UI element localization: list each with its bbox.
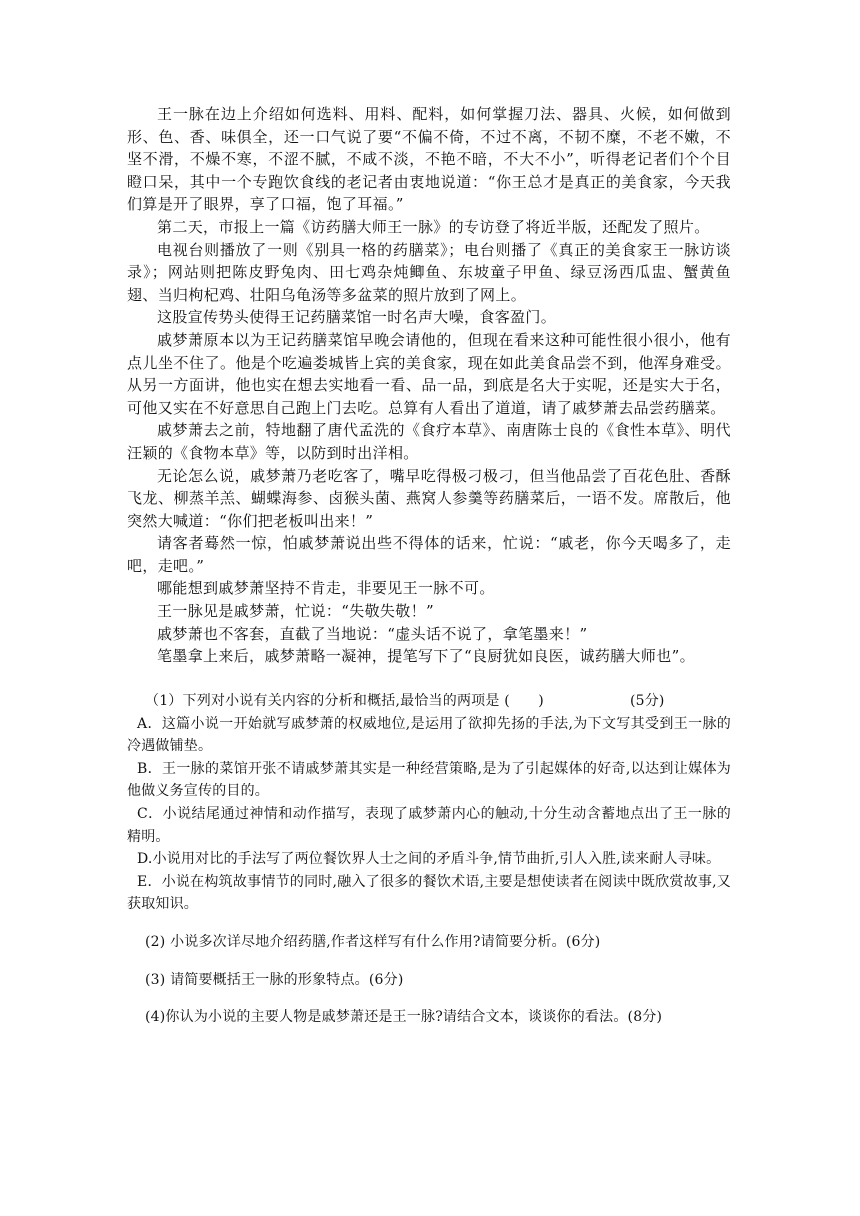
story-paragraph: 戚梦萧原本以为王记药膳菜馆早晚会请他的，但现在看来这种可能性很小很小，他有点儿坐不住了。他是个吃遍娄城皆上宾的美食家，现在如此美食品尝不到，他浑身难受。从另一方面讲，他也实在想去实地看一看、品一品，到底是名大于实呢，还是实大于名，可他又实在不好意思自己跑上门去吃。总算有人看出了道道，请了戚梦萧去品尝药膳菜。 [127, 330, 731, 417]
story-paragraph: 王一脉在边上介绍如何选料、用料、配料，如何掌握刀法、器具、火候，如何做到形、色、香、味俱全，还一口气说了要“不偏不倚，不过不离，不韧不糜，不老不嫩，不坚不滑，不燥不寒，不涩不腻，不咸不淡，不艳不暗，不大不小”，听得老记者们个个目瞪口呆，其中一个专跑饮食线的老记者由衷地说道：“你王总才是真正的美食家，今天我们算是开了眼界，享了口福，饱了耳福。” [127, 105, 731, 214]
story-paragraph: 这股宣传势头使得王记药膳菜馆一时名声大噪，食客盈门。 [157, 308, 557, 327]
option-b: B．王一脉的菜馆开张不请戚梦萧其实是一种经营策略,是为了引起媒体的好奇,以达到让媒体为他做义务宣传的目的。 [127, 760, 731, 800]
story-paragraph: 无论怎么说，戚梦萧乃老吃客了，嘴早吃得极刁极刁，但当他品尝了百花色肚、香酥飞龙、柳蒸羊羔、蝴蝶海参、卤猴头菌、燕窝人参羹等药膳菜后，一语不发。席散后，他突然大喊道：“你们把老板叫出来！” [127, 466, 731, 530]
story-paragraph: 第二天，市报上一篇《访药膳大师王一脉》的专访登了将近半版，还配发了照片。 [157, 217, 710, 236]
story-paragraph: 哪能想到戚梦萧坚持不肯走，非要见王一脉不可。 [157, 579, 495, 598]
option-d: D.小说用对比的手法写了两位餐饮界人士之间的矛盾斗争,情节曲折,引人入胜,读来耐人寻味。 [137, 851, 721, 868]
story-paragraph: 戚梦萧去之前，特地翻了唐代孟洗的《食疗本草》、南唐陈士良的《食性本草》、明代汪颖的《食物本草》等，以防到时出洋相。 [127, 421, 731, 462]
question-3: (3) 请简要概括王一脉的形象特点。(6分) [145, 971, 404, 988]
question-2: (2) 小说多次详尽地介绍药膳,作者这样写有什么作用?请简要分析。(6分) [145, 933, 601, 950]
story-text [127, 103, 731, 668]
story-paragraph: 请客者蓦然一惊，怕戚梦萧说出些不得体的话来，忙说：“戚老，你今天喝多了，走吧，走吧。” [127, 534, 731, 575]
question-1 [127, 690, 731, 713]
story-paragraph: 电视台则播放了一则《别具一格的药膳菜》；电台则播了《真正的美食家王一脉访谈录》；网站则把陈皮野兔肉、田七鸡杂炖鲫鱼、东坡童子甲鱼、绿豆汤西瓜盅、蟹黄鱼翅、当归枸杞鸡、壮阳乌龟汤等多盆菜的照片放到了网上。 [127, 240, 731, 304]
story-paragraph: 戚梦萧也不客套，直截了当地说：“虚头话不说了，拿笔墨来！” [157, 624, 588, 643]
option-a: A．这篇小说一开始就写戚梦萧的权威地位,是运用了欲抑先扬的手法,为下文写其受到王一脉的冷遇做铺垫。 [127, 715, 731, 755]
questions-section [127, 690, 731, 1029]
question-1-score: (5分) [629, 693, 665, 709]
option-e: E．小说在构筑故事情节的同时,融入了很多的餐饮术语,主要是想使读者在阅读中既欣赏故事,又获取知识。 [127, 873, 731, 913]
story-paragraph: 笔墨拿上来后，戚梦萧略一凝神，提笔写下了“良厨犹如良医，诚药膳大师也”。 [157, 647, 695, 666]
story-paragraph: 王一脉见是戚梦萧，忙说：“失敬失敬！” [157, 602, 434, 621]
option-c: C．小说结尾通过神情和动作描写，表现了戚梦萧内心的触动,十分生动含蓄地点出了王一脉的精明。 [127, 805, 731, 845]
question-1-stem: （1）下列对小说有关内容的分析和概括,最恰当的两项是 ( ) [145, 693, 544, 709]
question-4: (4)你认为小说的主要人物是戚梦萧还是王一脉?请结合文本，谈谈你的看法。(8分) [145, 1009, 663, 1026]
